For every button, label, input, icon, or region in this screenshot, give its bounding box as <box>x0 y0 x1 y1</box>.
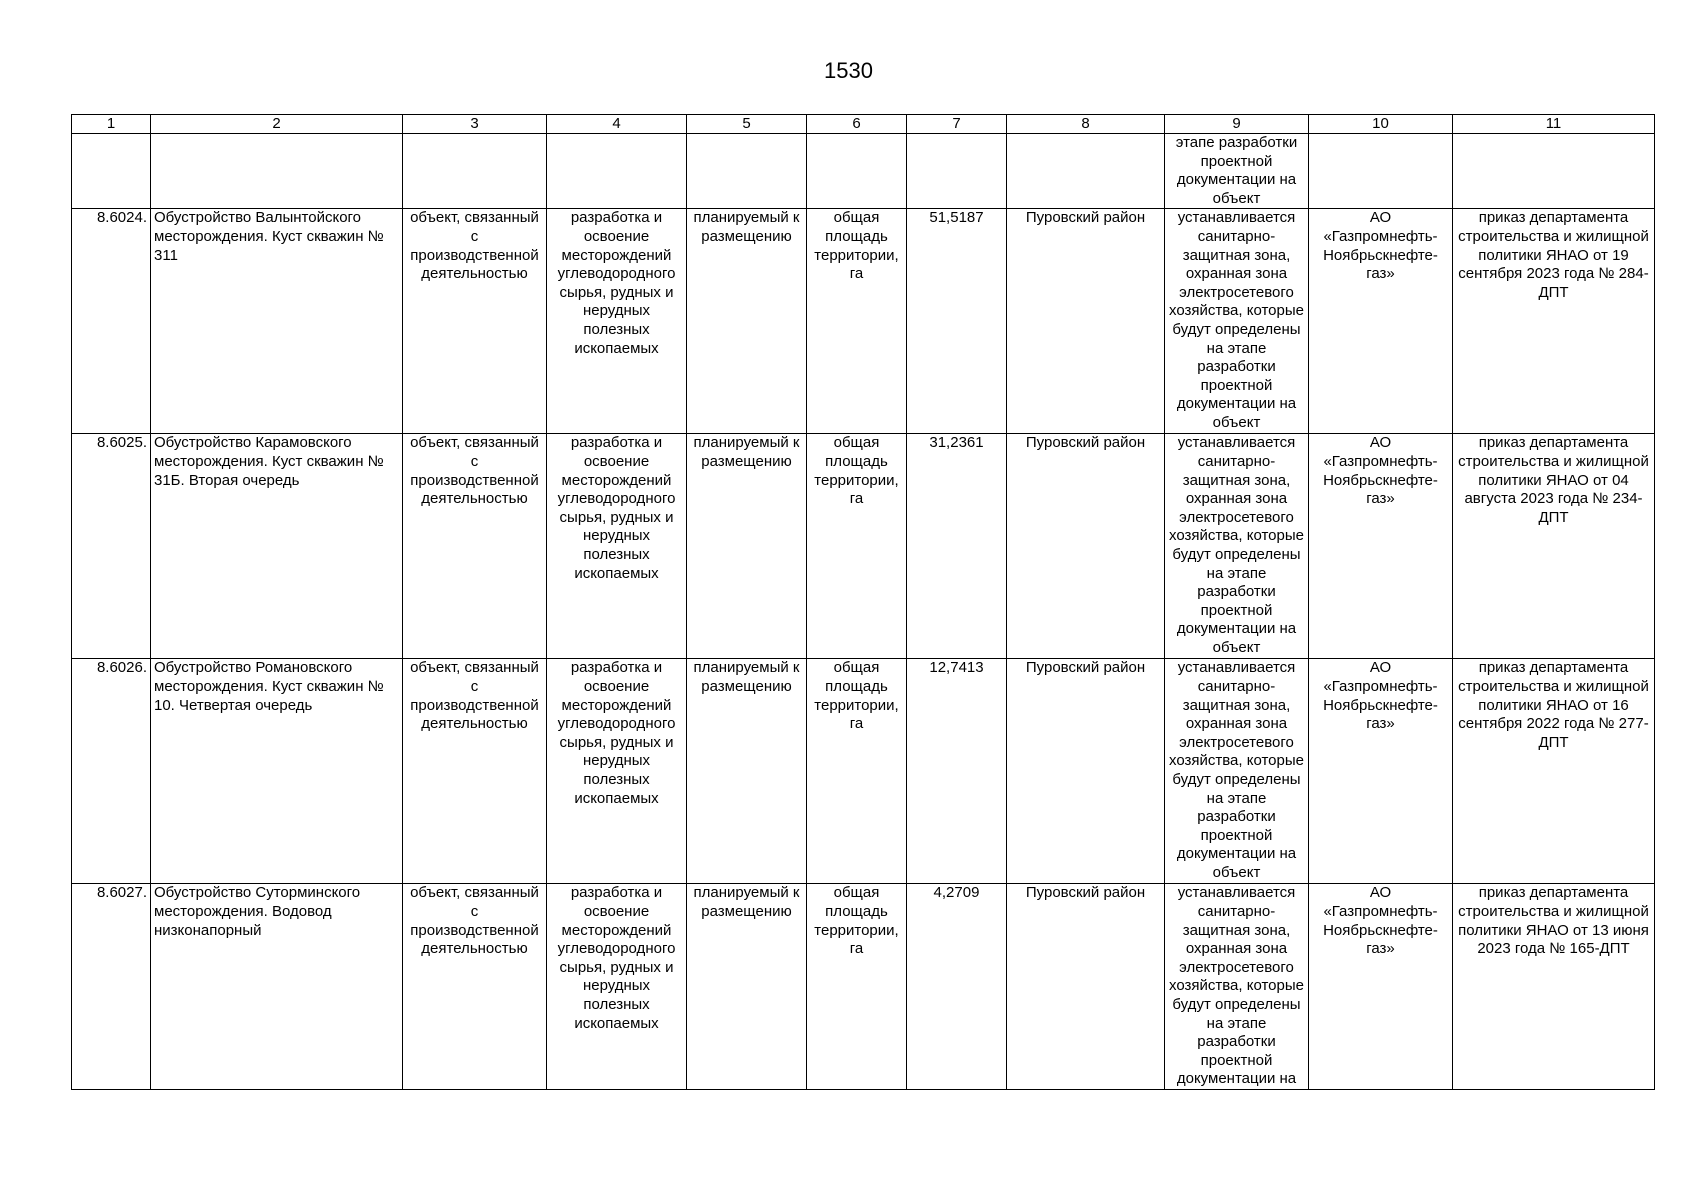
object-characteristic: общая площадь территории, га <box>807 884 907 1090</box>
object-location: Пуровский район <box>1007 659 1165 884</box>
column-header: 4 <box>547 115 687 134</box>
column-header: 6 <box>807 115 907 134</box>
object-location: Пуровский район <box>1007 434 1165 659</box>
table-body <box>72 134 1655 1090</box>
object-basis: приказ департамента строительства и жилищной политики ЯНАО от 04 августа 2023 года № 234-ДПТ <box>1453 434 1655 659</box>
table-row <box>72 884 1655 1090</box>
row-number: 8.6025. <box>72 434 151 659</box>
table-cell <box>1007 134 1165 209</box>
table-cell <box>687 134 807 209</box>
table-cell <box>1309 134 1453 209</box>
object-type: объект, связанный с производственной деятельностью <box>403 659 547 884</box>
object-purpose: разработка и освоение месторождений углеводородного сырья, рудных и нерудных полезных ископаемых <box>547 434 687 659</box>
table-row <box>72 209 1655 434</box>
object-location: Пуровский район <box>1007 884 1165 1090</box>
row-number: 8.6026. <box>72 659 151 884</box>
table-cell <box>807 134 907 209</box>
row-number: 8.6027. <box>72 884 151 1090</box>
table-header <box>72 115 1655 134</box>
row-number: 8.6024. <box>72 209 151 434</box>
object-purpose: разработка и освоение месторождений углеводородного сырья, рудных и нерудных полезных ископаемых <box>547 884 687 1090</box>
table-cell <box>403 134 547 209</box>
column-header: 5 <box>687 115 807 134</box>
zones-cell: устанавливается санитарно-защитная зона, охранная зона электросетевого хозяйства, которые будут определены на этапе разработки проектной документации на <box>1165 884 1309 1090</box>
page-number: 1530 <box>824 58 873 83</box>
object-status: планируемый к размещению <box>687 434 807 659</box>
object-owner: АО «Газпромнефть-Ноябрьскнефте-газ» <box>1309 659 1453 884</box>
object-characteristic: общая площадь территории, га <box>807 209 907 434</box>
object-basis: приказ департамента строительства и жилищной политики ЯНАО от 16 сентября 2022 года № 277-ДПТ <box>1453 659 1655 884</box>
object-value: 12,7413 <box>907 659 1007 884</box>
zones-cell: устанавливается санитарно-защитная зона, охранная зона электросетевого хозяйства, которые будут определены на этапе разработки проектной документации на объект <box>1165 209 1309 434</box>
object-owner: АО «Газпромнефть-Ноябрьскнефте-газ» <box>1309 209 1453 434</box>
object-value: 51,5187 <box>907 209 1007 434</box>
object-type: объект, связанный с производственной деятельностью <box>403 884 547 1090</box>
object-name: Обустройство Валынтойского месторождения. Куст скважин № 311 <box>151 209 403 434</box>
object-name: Обустройство Суторминского месторождения. Водовод низконапорный <box>151 884 403 1090</box>
zones-cell: устанавливается санитарно-защитная зона, охранная зона электросетевого хозяйства, которые будут определены на этапе разработки проектной документации на объект <box>1165 434 1309 659</box>
object-characteristic: общая площадь территории, га <box>807 659 907 884</box>
column-header: 2 <box>151 115 403 134</box>
object-status: планируемый к размещению <box>687 659 807 884</box>
object-purpose: разработка и освоение месторождений углеводородного сырья, рудных и нерудных полезных ископаемых <box>547 209 687 434</box>
column-header: 1 <box>72 115 151 134</box>
table-row <box>72 434 1655 659</box>
object-characteristic: общая площадь территории, га <box>807 434 907 659</box>
table-cell <box>151 134 403 209</box>
object-status: планируемый к размещению <box>687 884 807 1090</box>
object-type: объект, связанный с производственной деятельностью <box>403 434 547 659</box>
table-row <box>72 659 1655 884</box>
object-value: 31,2361 <box>907 434 1007 659</box>
table-cell <box>907 134 1007 209</box>
column-header: 8 <box>1007 115 1165 134</box>
column-header: 9 <box>1165 115 1309 134</box>
object-name: Обустройство Романовского месторождения. Куст скважин № 10. Четвертая очередь <box>151 659 403 884</box>
object-location: Пуровский район <box>1007 209 1165 434</box>
object-purpose: разработка и освоение месторождений углеводородного сырья, рудных и нерудных полезных ископаемых <box>547 659 687 884</box>
object-status: планируемый к размещению <box>687 209 807 434</box>
column-header: 10 <box>1309 115 1453 134</box>
object-name: Обустройство Карамовского месторождения. Куст скважин № 31Б. Вторая очередь <box>151 434 403 659</box>
continuation-row <box>72 134 1655 209</box>
zones-cell: устанавливается санитарно-защитная зона, охранная зона электросетевого хозяйства, которые будут определены на этапе разработки проектной документации на объект <box>1165 659 1309 884</box>
column-header: 7 <box>907 115 1007 134</box>
object-owner: АО «Газпромнефть-Ноябрьскнефте-газ» <box>1309 884 1453 1090</box>
column-header: 3 <box>403 115 547 134</box>
column-header: 11 <box>1453 115 1655 134</box>
objects-table <box>71 114 1655 1090</box>
object-owner: АО «Газпромнефть-Ноябрьскнефте-газ» <box>1309 434 1453 659</box>
header-row <box>72 115 1655 134</box>
object-type: объект, связанный с производственной деятельностью <box>403 209 547 434</box>
zones-cell: этапе разработки проектной документации на объект <box>1165 134 1309 209</box>
object-basis: приказ департамента строительства и жилищной политики ЯНАО от 19 сентября 2023 года № 284-ДПТ <box>1453 209 1655 434</box>
table-cell <box>72 134 151 209</box>
table-cell <box>1453 134 1655 209</box>
table-cell <box>547 134 687 209</box>
object-value: 4,2709 <box>907 884 1007 1090</box>
object-basis: приказ департамента строительства и жилищной политики ЯНАО от 13 июня 2023 года № 165-ДПТ <box>1453 884 1655 1090</box>
